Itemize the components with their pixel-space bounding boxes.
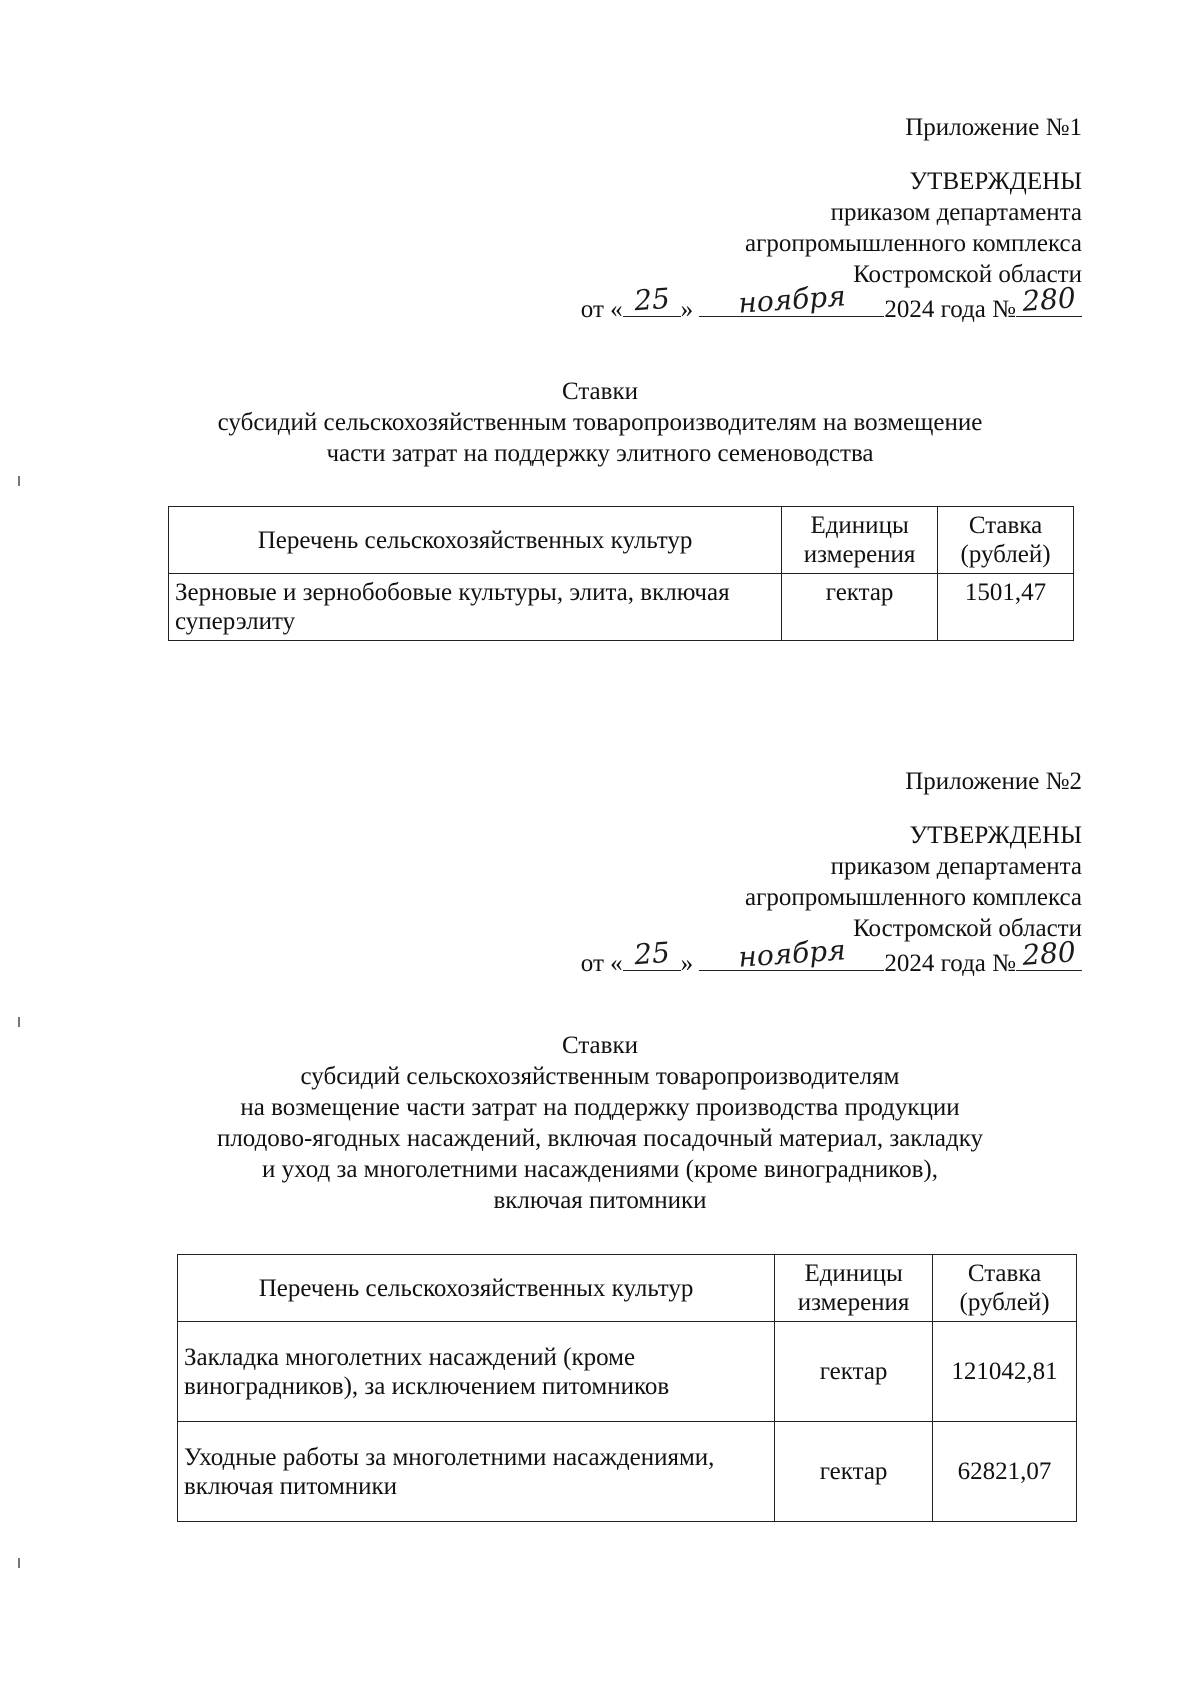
handwritten-month: ноября (737, 933, 847, 974)
appendix2-order-line1: приказом департамента (830, 853, 1082, 880)
table-row (178, 1322, 1077, 1422)
header-rate: Ставка (рублей) (933, 1255, 1077, 1322)
appendix1-subtitle-line1: субсидий сельскохозяйственным товаропроизводителям на возмещение (217, 409, 983, 436)
appendix2-number: Приложение №2 (905, 768, 1082, 795)
header-unit: Единицы измерения (782, 507, 938, 574)
date-month-field (699, 933, 884, 974)
cell-crop: Уходные работы за многолетними насаждениями, включая питомники (178, 1422, 775, 1522)
cell-unit: гектар (775, 1422, 933, 1522)
cell-unit: гектар (775, 1322, 933, 1422)
date-day-field (623, 281, 681, 318)
cell-crop: Зерновые и зернобобовые культуры, элита, включая суперэлиту (169, 574, 782, 641)
appendix2-order-line3: Костромской области (853, 915, 1082, 942)
appendix2-subtitle-line3: плодово-ягодных насаждений, включая посадочный материал, закладку (216, 1125, 984, 1152)
date-month-field (699, 279, 884, 320)
cell-rate: 121042,81 (933, 1322, 1077, 1422)
appendix2-subtitle-line1: субсидий сельскохозяйственным товаропроизводителям (300, 1063, 900, 1090)
appendix1-order-line1: приказом департамента (830, 199, 1082, 226)
header-unit: Единицы измерения (775, 1255, 933, 1322)
header-crops: Перечень сельскохозяйственных культур (169, 507, 782, 574)
cell-unit: гектар (782, 574, 938, 641)
handwritten-order-number: 280 (1021, 935, 1077, 972)
date-prefix: от « (580, 950, 623, 977)
cell-rate: 1501,47 (938, 574, 1074, 641)
appendix2-subtitle-line5: включая питомники (493, 1187, 707, 1214)
cell-crop: Закладка многолетних насаждений (кроме виноградников), за исключением питомников (178, 1322, 775, 1422)
appendix2-approval-block (581, 766, 1082, 979)
appendix1-approval-block (581, 112, 1082, 325)
handwritten-month: ноября (737, 279, 847, 320)
appendix1-order-line3: Костромской области (853, 261, 1082, 288)
header-rate: Ставка (рублей) (938, 507, 1074, 574)
appendix1-number: Приложение №1 (905, 114, 1082, 141)
appendix1-order-line2: агропромышленного комплекса (744, 230, 1082, 257)
table-header-row (169, 507, 1074, 574)
cell-rate: 62821,07 (933, 1422, 1077, 1522)
order-number-field (1016, 935, 1082, 972)
date-year: 2024 года № (884, 950, 1016, 977)
appendix1-title: Ставки (561, 378, 638, 405)
table-header-row (178, 1255, 1077, 1322)
handwritten-day: 25 (632, 935, 671, 972)
appendix1-order-date (580, 279, 1082, 325)
appendix1-subtitle-line2: части затрат на поддержку элитного семеноводства (326, 440, 874, 467)
table-row (169, 574, 1074, 641)
appendix2-rates-table (177, 1254, 1077, 1522)
date-year: 2024 года № (884, 296, 1016, 323)
scan-mark (18, 1558, 20, 1568)
scan-mark (18, 476, 20, 486)
table-row (178, 1422, 1077, 1522)
appendix2-title-block (0, 1030, 1200, 1216)
order-number-field (1016, 281, 1082, 318)
date-mid: » (680, 950, 694, 977)
appendix2-order-line2: агропромышленного комплекса (744, 884, 1082, 911)
appendix1-rates-table (168, 506, 1074, 641)
header-crops: Перечень сельскохозяйственных культур (178, 1255, 775, 1322)
appendix2-title: Ставки (561, 1032, 638, 1059)
handwritten-day: 25 (632, 281, 671, 318)
date-day-field (623, 935, 681, 972)
handwritten-order-number: 280 (1021, 281, 1077, 318)
appendix2-approved-heading: УТВЕРЖДЕНЫ (909, 822, 1082, 849)
date-prefix: от « (580, 296, 623, 323)
scan-mark (18, 1017, 20, 1027)
appendix2-subtitle-line4: и уход за многолетними насаждениями (кроме виноградников), (262, 1156, 938, 1183)
appendix1-title-block (0, 376, 1200, 469)
appendix1-approved-heading: УТВЕРЖДЕНЫ (909, 168, 1082, 195)
appendix2-order-date (580, 933, 1082, 979)
date-mid: » (680, 296, 694, 323)
appendix2-subtitle-line2: на возмещение части затрат на поддержку производства продукции (240, 1094, 960, 1121)
